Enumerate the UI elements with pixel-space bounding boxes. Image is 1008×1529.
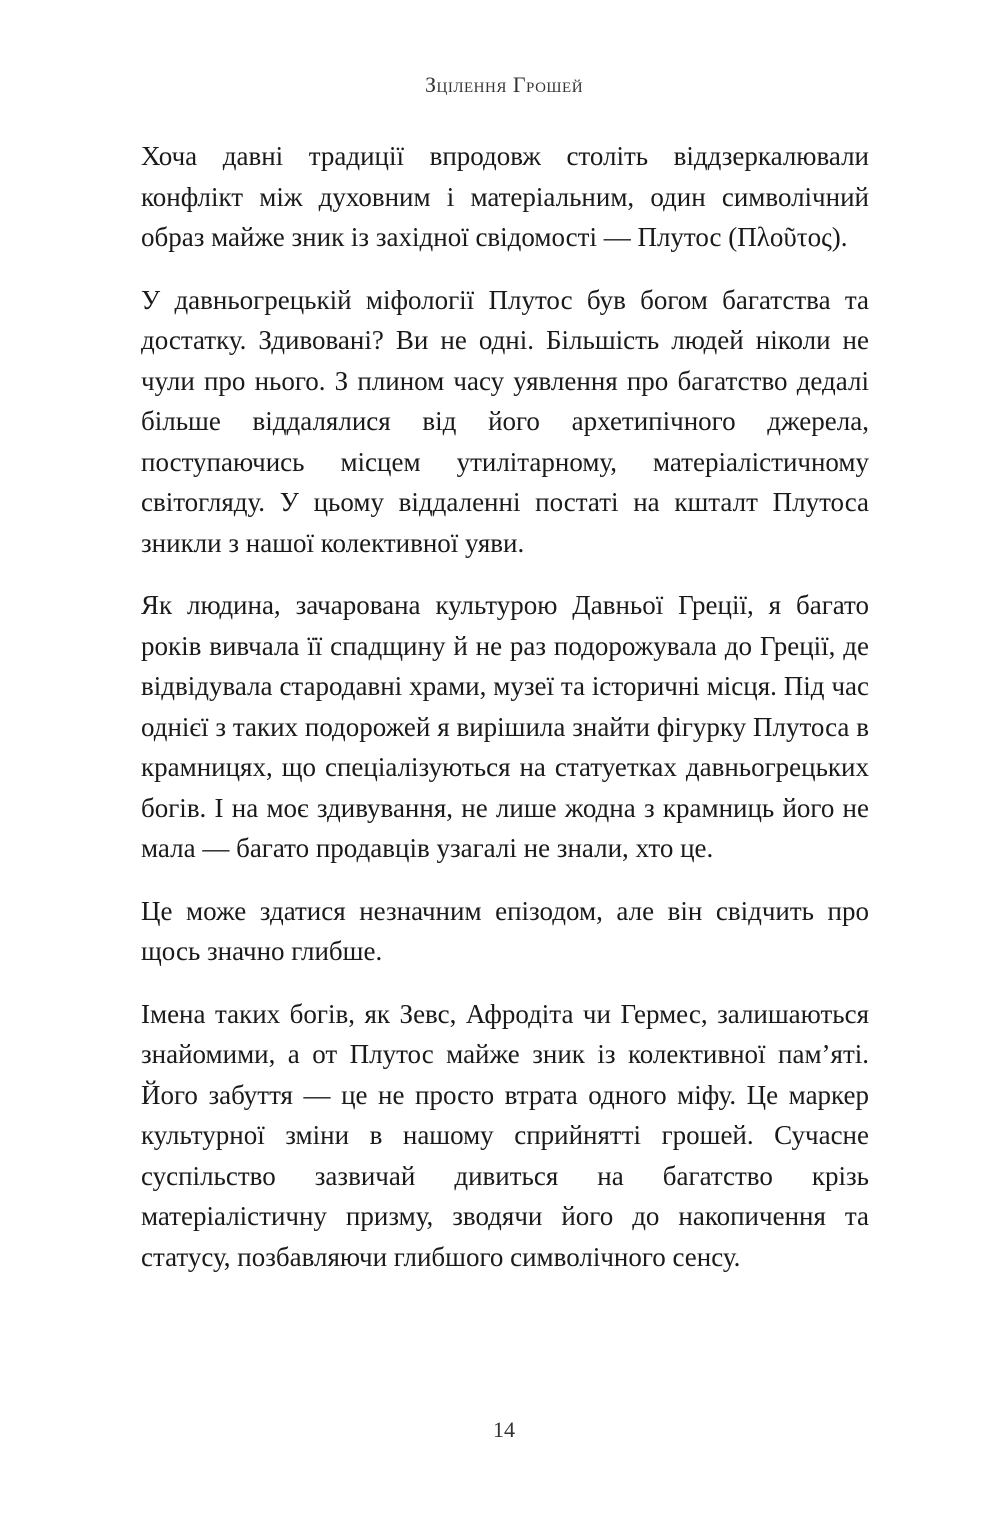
paragraph-5: Імена таких богів, як Зевс, Афродіта чи Гермес, залишаються знайомими, а от Плутос майже зник із колективної пам’яті. Його забуття — це не просто втрата одного міфу. Це маркер культурної зміни в нашому сприйнятті грошей. Сучасне суспільство зазвичай дивиться на багатство крізь матеріалістичну призму, зводячи його до накопичення та статусу, позбавляючи глибшого символічного сенсу.	[141, 998, 869, 1272]
paragraph-4: Це може здатися незначним епізодом, але він свідчить про щось значно глибше.	[141, 895, 869, 966]
paragraph-3: Як людина, зачарована культурою Давньої Греції, я багато років вивчала її спадщину й не раз подорожувала до Греції, де відвідувала стародавні храми, музеї та історичні місця. Під час однієї з таких подорожей я вирішила знайти фігурку Плутоса в крамницях, що спеціалізуються на статуетках давньогрецьких богів. І на моє здивування, не лише жодна з крамниць його не мала — багато продавців узагалі не знали, хто це.	[141, 590, 869, 863]
paragraph-2: У давньогрецькій міфології Плутос був богом багатства та достатку. Здивовані? Ви не одні. Більшість людей ніколи не чули про нього. З плином часу уявлення про багатство дедалі більше віддалялися від його архетипічного джерела, поступаючись місцем утилітарному, матеріалістичному світогляду. У цьому віддаленні постаті на кшталт Плутоса зникли з нашої колективної уяви.	[141, 284, 869, 558]
running-head: Зцілення Грошей	[424, 72, 584, 97]
page-number: 14	[493, 1417, 515, 1442]
body-text	[141, 136, 869, 1299]
paragraph-1: Хоча давні традиції впродовж століть віддзеркалювали конфлікт між духовним і матеріальним, один символічний образ майже зник із західної свідомості — Плутос (Πλοῦτος).	[141, 141, 869, 252]
